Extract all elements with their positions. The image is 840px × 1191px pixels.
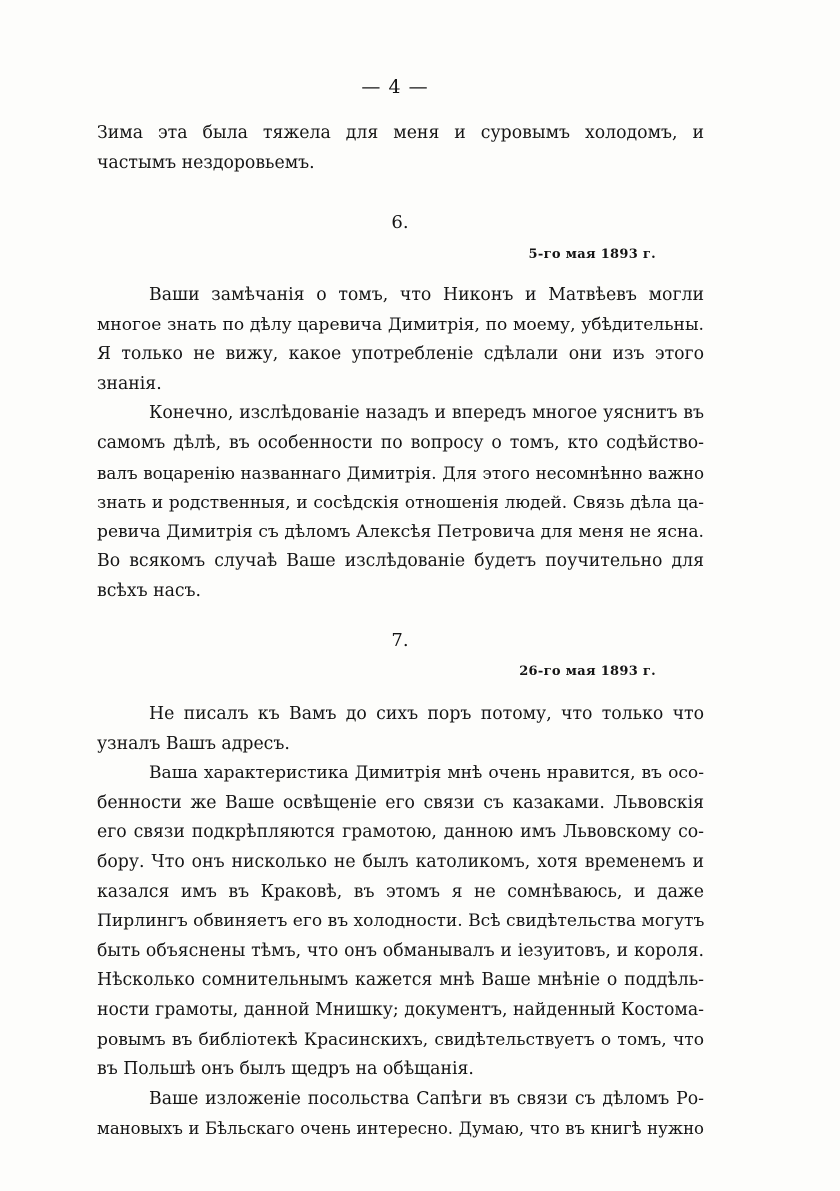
text-line: мановыхъ и Бѣльскаго очень интересно. Думаю, что въ книгѣ нужно bbox=[97, 1119, 704, 1139]
text-line: Зима эта была тяжела для меня и суровымъ холодомъ, и bbox=[97, 123, 704, 143]
letter-6-body bbox=[97, 281, 704, 607]
text-line: Нѣсколько сомнительнымъ кажется мнѣ Ваше мнѣніе о поддѣль- bbox=[97, 970, 704, 991]
text-line: многое знать по дѣлу царевича Димитрія, по моему, убѣдительны. bbox=[97, 314, 704, 335]
text-line: Я только не вижу, какое употребленіе сдѣлали они изъ этого bbox=[97, 344, 704, 365]
paragraph bbox=[97, 281, 704, 399]
text-line: самомъ дѣлѣ, въ особенности по вопросу о томъ, кто содѣйство- bbox=[97, 432, 704, 453]
text-line: бору. Что онъ нисколько не былъ католикомъ, хотя временемъ и bbox=[97, 851, 704, 872]
text-line: Ваши замѣчанія о томъ, что Никонъ и Матвѣевъ могли bbox=[149, 285, 704, 305]
text-line: знанія. bbox=[97, 373, 162, 394]
text-line: Конечно, изслѣдованіе назадъ и впередъ многое уяснитъ въ bbox=[149, 403, 704, 424]
letter-6-date: 5-го мая 1893 г. bbox=[528, 247, 656, 262]
text-line: Во всякомъ случаѣ Ваше изслѣдованіе будетъ поучительно для bbox=[97, 551, 704, 572]
paragraph bbox=[97, 700, 704, 759]
paragraph bbox=[97, 399, 704, 606]
text-line: Не писалъ къ Вамъ до сихъ поръ потому, что только что bbox=[149, 704, 704, 724]
text-line: узналъ Вашъ адресъ. bbox=[97, 733, 290, 754]
text-line: всѣхъ насъ. bbox=[97, 580, 202, 601]
text-line: частымъ нездоровьемъ. bbox=[97, 152, 315, 173]
paragraph bbox=[97, 759, 704, 1085]
page-number: — 4 — bbox=[361, 76, 429, 98]
paragraph bbox=[97, 1085, 704, 1144]
text-line: знать и родственныя, и сосѣдскія отношенія людей. Связь дѣла ца- bbox=[97, 492, 704, 513]
text-line: Ваше изложеніе посольства Сапѣги въ связи съ дѣломъ Ро- bbox=[149, 1088, 704, 1109]
text-line: Пирлингъ обвиняетъ его въ холодности. Всѣ свидѣтельства могутъ bbox=[97, 911, 705, 932]
text-line: ности грамоты, данной Мнишку; документъ, найденный Костома- bbox=[97, 999, 704, 1020]
intro-paragraph bbox=[97, 119, 704, 178]
text-line: ревича Димитрія съ дѣломъ Алексѣя Петровича для меня не ясна. bbox=[97, 521, 704, 542]
text-line: казался имъ въ Краковѣ, въ этомъ я не сомнѣваюсь, и даже bbox=[97, 881, 704, 902]
letter-7-date: 26-го мая 1893 г. bbox=[519, 664, 656, 679]
text-line: Ваша характеристика Димитрія мнѣ очень нравится, въ осо- bbox=[149, 763, 704, 784]
text-line: быть объяснены тѣмъ, что онъ обманывалъ и іезуитовъ, и короля. bbox=[97, 940, 704, 961]
text-line: валъ воцаренію названнаго Димитрія. Для этого несомнѣнно важно bbox=[97, 462, 704, 483]
text-line: въ Польшѣ онъ былъ щедръ на обѣщанія. bbox=[97, 1059, 474, 1080]
letter-7-body bbox=[97, 700, 704, 1144]
text-line: его связи подкрѣпляются грамотою, данною имъ Львовскому со- bbox=[97, 822, 704, 843]
text-line: бенности же Ваше освѣщеніе его связи съ казаками. Львовскія bbox=[97, 792, 704, 813]
letter-7-number: 7. bbox=[391, 630, 409, 651]
text-line: ровымъ въ библіотекѣ Красинскихъ, свидѣтельствуетъ о томъ, что bbox=[97, 1029, 704, 1050]
letter-6-number: 6. bbox=[391, 212, 409, 233]
